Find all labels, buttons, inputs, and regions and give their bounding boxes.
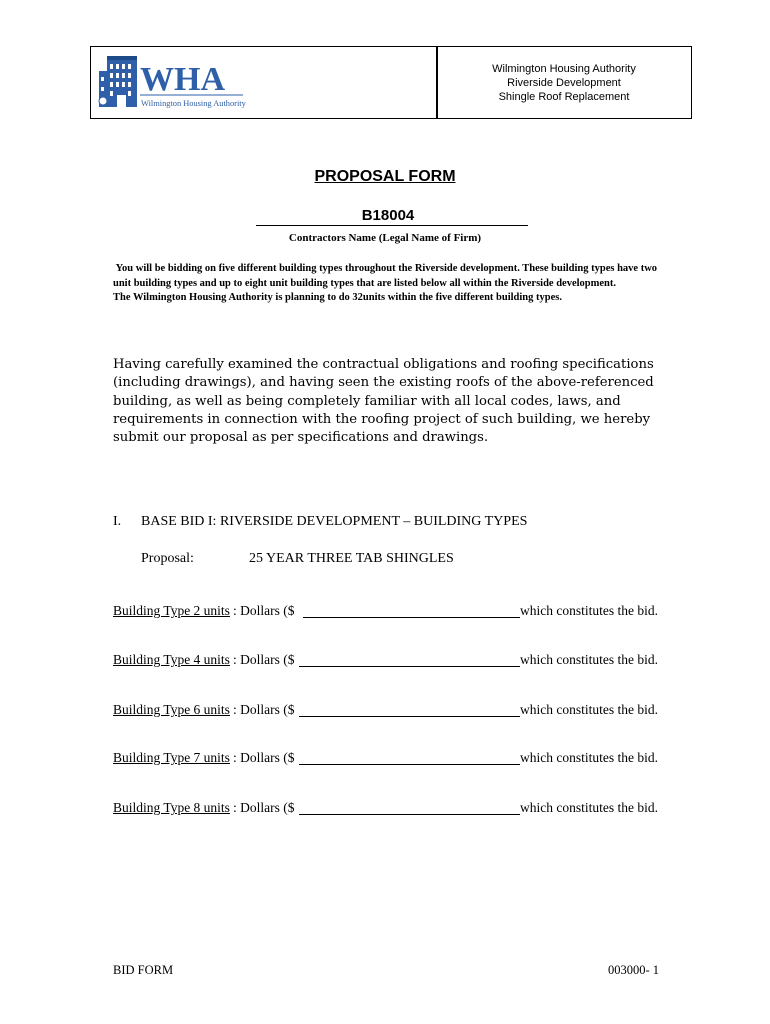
bid-type-label: Building Type 7 units [113,750,230,765]
letterhead-box [90,46,692,119]
bid-type-label: Building Type 2 units [113,603,230,618]
bid-dollars-label: : Dollars ($ [233,750,295,765]
bid-amount-blank[interactable] [299,652,520,667]
footer-page-number: 003000- 1 [607,963,659,977]
proposal-label: Proposal: [141,551,194,566]
building-icon [99,56,137,107]
contractor-name-label: Contractors Name (Legal Name of Firm) [288,232,482,244]
bid-row-type-2 [113,603,673,621]
bid-number-line[interactable] [256,207,528,226]
bid-dollars-label: : Dollars ($ [233,603,295,618]
logo-wordmark: WHA [140,61,225,98]
bid-type-label: Building Type 6 units [113,702,230,717]
bid-tail-text: which constitutes the bid. [520,652,658,667]
bid-number: B18004 [361,207,415,224]
bid-row-type-8 [113,800,673,818]
bid-dollars-label: : Dollars ($ [233,652,295,667]
intro-notice [113,262,673,306]
wha-logo [97,55,247,111]
bid-type-label: Building Type 8 units [113,800,230,815]
bid-tail-text: which constitutes the bid. [520,750,658,765]
bid-tail-text: which constitutes the bid. [520,800,658,815]
header-text-block [437,47,691,118]
bid-dollars-label: : Dollars ($ [233,800,295,815]
bid-amount-blank[interactable] [299,800,520,815]
header-line-org: Wilmington Housing Authority [492,62,636,75]
footer-form-name: BID FORM [113,963,174,977]
bid-tail-text: which constitutes the bid. [520,603,658,618]
bid-row-type-6 [113,702,673,720]
bid-tail-text: which constitutes the bid. [520,702,658,717]
logo-subtext: Wilmington Housing Authority [141,99,246,108]
bid-type-label: Building Type 4 units [113,652,230,667]
section-number: I. [113,514,122,529]
proposal-statement: Having carefully examined the contractual obligations and roofing specifications (including drawings), and having seen the existing roofs of the above-referenced building, as well as being completely familiar with all local codes, laws, and requirements in connection with the roofing project of such building, we hereby submit our proposal as per specifications and drawings. [113,357,654,446]
bid-row-type-4 [113,652,673,670]
bid-row-type-7 [113,750,673,768]
intro-line-1: You will be bidding on five different building types throughout the Riverside development. These building types have two unit building types and up to eight unit building types that are listed below all within the Riverside development. [113,263,658,289]
bid-amount-blank[interactable] [299,750,520,765]
proposal-value: 25 YEAR THREE TAB SHINGLES [249,551,454,566]
bid-amount-blank[interactable] [299,702,520,717]
bid-amount-blank[interactable] [303,603,520,618]
form-title: PROPOSAL FORM [314,168,456,185]
section-title: BASE BID I: RIVERSIDE DEVELOPMENT – BUILDING TYPES [141,514,528,529]
bid-dollars-label: : Dollars ($ [233,702,295,717]
header-line-project: Shingle Roof Replacement [498,90,630,103]
intro-line-2: The Wilmington Housing Authority is planning to do 32units within the five different building types. [113,292,562,303]
header-line-development: Riverside Development [507,76,621,89]
